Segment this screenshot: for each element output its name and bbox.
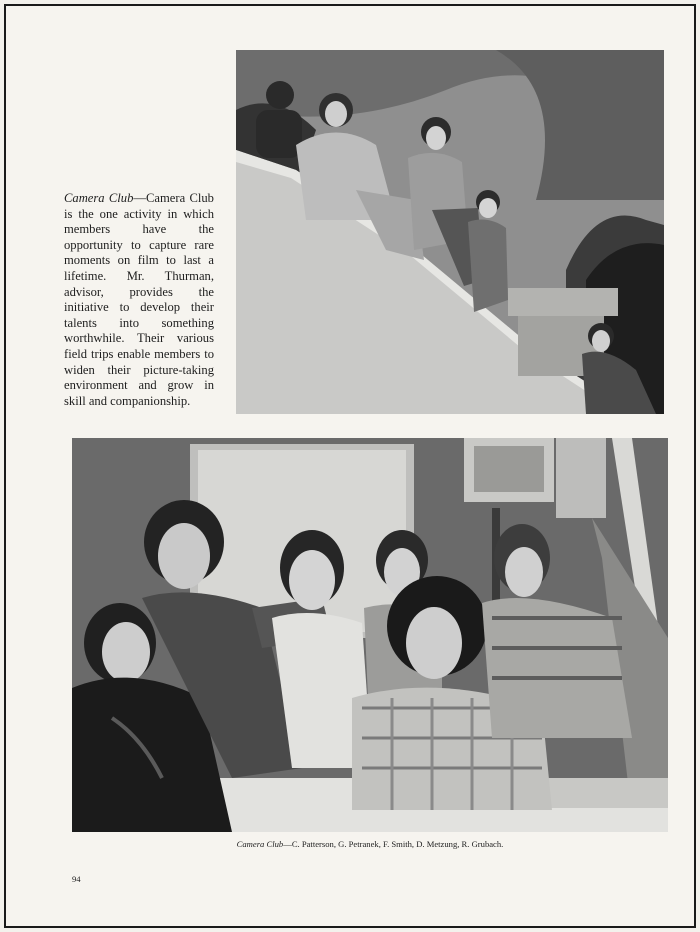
club-description: [64, 191, 214, 409]
club-description-text: —Camera Club is the one activity in which members have the opportunity to capture rare moments on film to last a lifetime. Mr. Thurman, advisor, provides the initiative to develop their talents into something worthwhile. Their various field trips enable members to widen their picture-taking environment and grow in skill and companionship.: [64, 191, 214, 408]
yearbook-page: [4, 4, 696, 928]
club-description-lead: Camera Club: [64, 191, 134, 205]
photo-caption: [72, 839, 668, 849]
staircase-group-photo: [236, 50, 664, 414]
darkroom-photo-image: [72, 438, 668, 832]
darkroom-group-photo: [72, 438, 668, 832]
staircase-photo-image: [236, 50, 664, 414]
photo-caption-names: —C. Patterson, G. Petranek, F. Smith, D. Metzung, R. Grubach.: [283, 839, 504, 849]
page-number: 94: [72, 874, 81, 884]
photo-caption-lead: Camera Club: [236, 839, 284, 849]
